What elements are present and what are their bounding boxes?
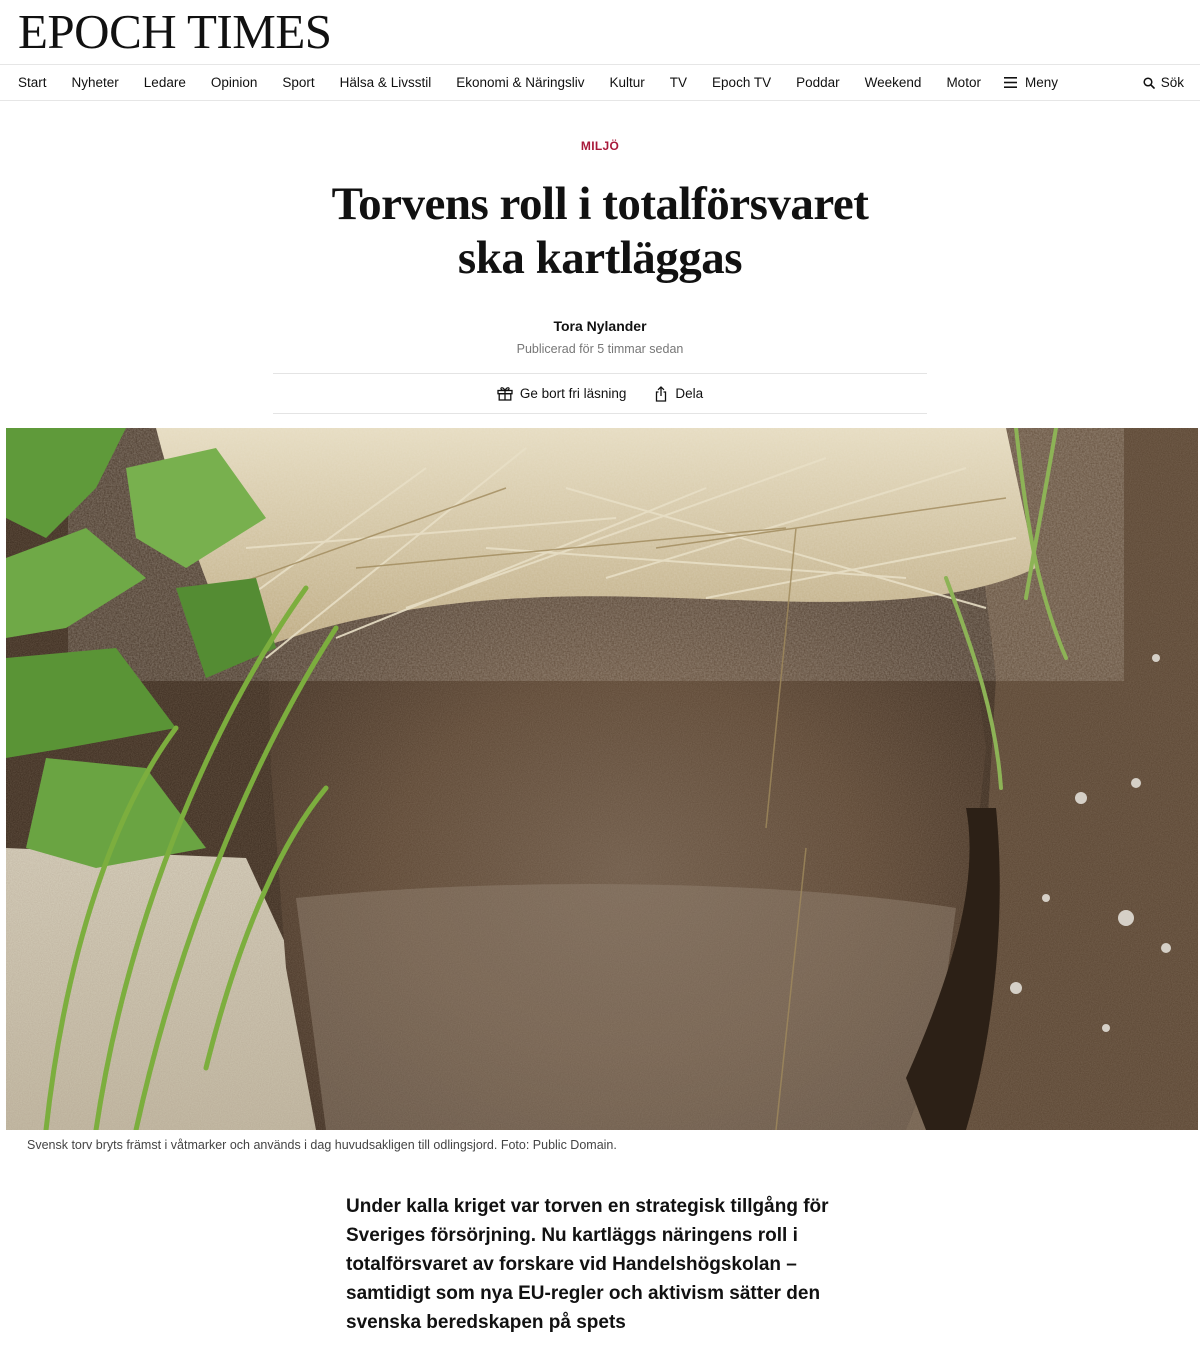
menu-button[interactable] [1004,75,1058,90]
headline-line-2: ska kartläggas [457,232,743,284]
category-label[interactable]: MILJÖ [580,139,620,153]
site-logo[interactable]: EPOCH TIMES [18,4,332,59]
article-headline [250,177,950,285]
article-header [0,139,1200,414]
nav-item-ledare[interactable]: Ledare [143,75,186,90]
share-button[interactable] [654,386,703,402]
gift-label: Ge bort fri läsning [519,386,627,401]
main-nav [0,64,1200,101]
nav-item-epoch-tv[interactable]: Epoch TV [712,75,772,90]
nav-item-opinion[interactable]: Opinion [210,75,258,90]
menu-label: Meny [1024,75,1058,90]
hamburger-icon [1004,77,1017,88]
search-icon [1143,77,1155,89]
nav-item-ekonomi-naringsliv[interactable]: Ekonomi & Näringsliv [456,75,585,90]
nav-item-poddar[interactable]: Poddar [796,75,840,90]
author-name[interactable]: Tora Nylander [553,318,647,334]
published-time: Publicerad för 5 timmar sedan [516,342,684,356]
nav-item-nyheter[interactable]: Nyheter [71,75,119,90]
gift-icon [497,386,513,401]
nav-item-motor[interactable]: Motor [946,75,981,90]
headline-line-1: Torvens roll i totalförsvaret [331,178,869,230]
gift-article-button[interactable] [497,386,627,401]
article-lead: Under kalla kriget var torven en strategisk tillgång för Sveriges försörjning. Nu kartläggs näringens roll i totalförsvaret av forskare vid Handelshögskolan – samtidigt som nya EU-regler och aktivism sätter den svenska beredskapen på spets [346,1196,829,1333]
nav-item-weekend[interactable]: Weekend [864,75,922,90]
hero-image-peat-soil [6,428,1198,1130]
peat-soil-illustration [6,428,1198,1130]
search-button[interactable] [1143,65,1184,100]
search-label: Sök [1160,75,1184,90]
article-actions [273,373,927,414]
share-icon [654,386,668,402]
nav-item-start[interactable]: Start [18,75,47,90]
share-label: Dela [675,386,704,401]
nav-item-kultur[interactable]: Kultur [609,75,645,90]
nav-item-tv[interactable]: TV [669,75,688,90]
image-caption: Svensk torv bryts främst i våtmarker och används i dag huvudsakligen till odlingsjord. Foto: Public Domain. [27,1138,617,1152]
nav-item-halsa-livsstil[interactable]: Hälsa & Livsstil [339,75,432,90]
nav-item-sport[interactable]: Sport [282,75,315,90]
masthead [0,0,1200,64]
